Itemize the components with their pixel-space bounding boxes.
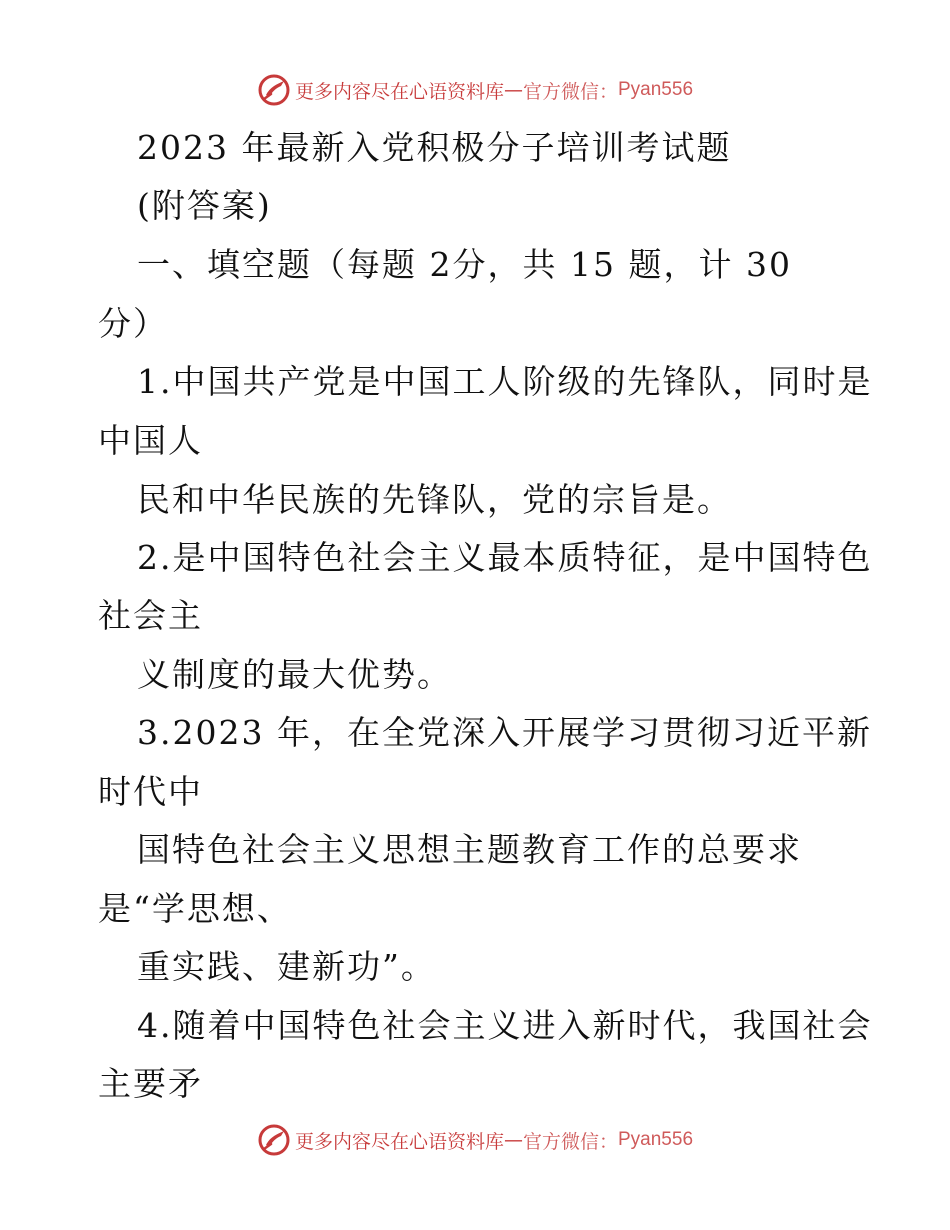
question-3-line-3: 国特色社会主义思想主题教育工作的总要求	[137, 830, 802, 869]
question-3-line-5: 重实践、建新功”。	[137, 947, 436, 986]
footer-watermark	[0, 1120, 950, 1160]
question-2-line-3: 义制度的最大优势。	[137, 655, 452, 694]
document-title: 2023 年最新入党积极分子培训考试题	[137, 128, 732, 167]
question-1-line-2: 中国人	[98, 421, 203, 460]
question-2-line-1: 2.是中国特色社会主义最本质特征，是中国特色	[137, 538, 873, 577]
hand-pen-logo-icon	[257, 73, 291, 107]
question-3-line-1: 3.2023 年，在全党深入开展学习贯彻习近平新	[137, 713, 872, 752]
question-2-line-2: 社会主	[98, 596, 203, 635]
question-4-line-2: 主要矛	[98, 1064, 203, 1103]
header-watermark	[0, 70, 950, 110]
watermark-separator: —	[503, 1129, 523, 1151]
section-heading: 一、填空题（每题 2分，共 15 题，计 30	[137, 245, 792, 284]
section-heading-continued: 分）	[98, 304, 168, 343]
question-3-line-2: 时代中	[98, 772, 203, 811]
question-3-line-4: 是“学思想、	[98, 889, 292, 928]
question-4-line-1: 4.随着中国特色社会主义进入新时代，我国社会	[137, 1006, 873, 1045]
watermark-wechat-label: 官方微信：	[522, 1130, 618, 1153]
watermark-wechat-id: Pyan556	[618, 1129, 694, 1150]
watermark-wechat-label: 官方微信：	[522, 80, 618, 103]
question-1-line-1: 1.中国共产党是中国工人阶级的先锋队，同时是	[137, 362, 873, 401]
watermark-main-text: 更多内容尽在心语资料库	[294, 1130, 504, 1153]
document-subtitle: (附答案)	[137, 186, 272, 225]
watermark-wechat-id: Pyan556	[618, 79, 694, 100]
watermark-main-text: 更多内容尽在心语资料库	[294, 80, 504, 103]
hand-pen-logo-icon	[257, 1123, 291, 1157]
question-1-line-3: 民和中华民族的先锋队，党的宗旨是。	[137, 480, 732, 519]
watermark-separator: —	[503, 79, 523, 101]
